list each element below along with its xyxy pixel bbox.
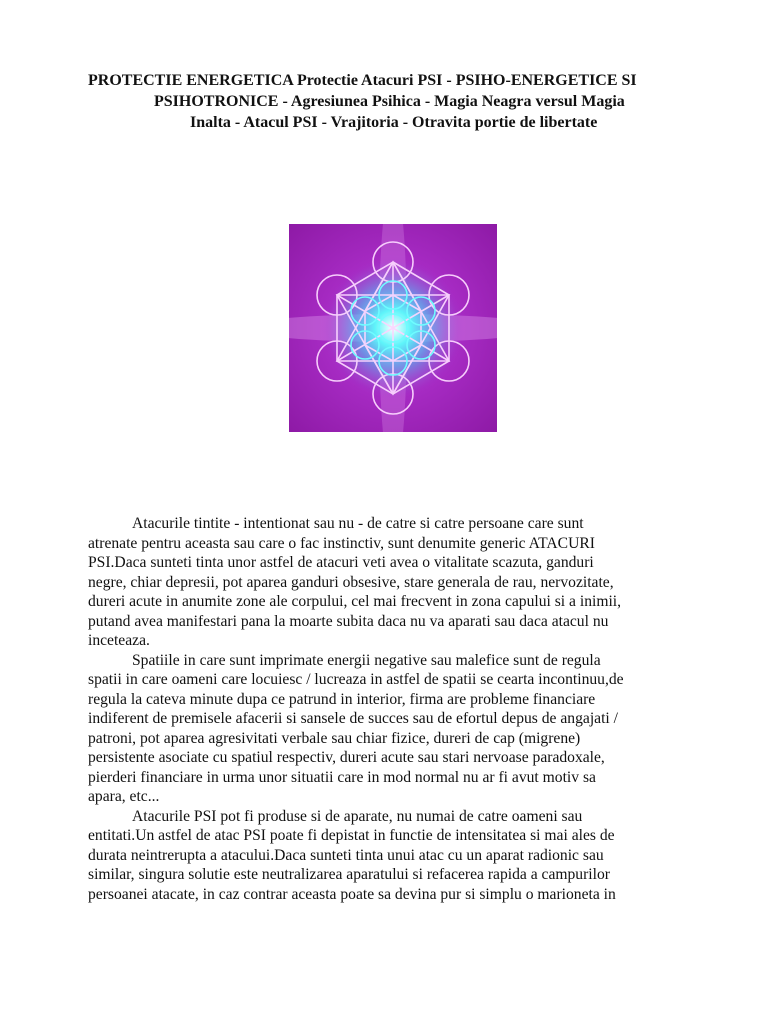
paragraph-line: apara, etc... <box>88 788 160 805</box>
paragraph-line: durata neintrerupta a atacului.Daca sunteti tinta unui atac cu un aparat radionic sau <box>88 846 604 864</box>
title-line-1-lead: PROTECTIE ENERGETICA <box>88 72 297 89</box>
metatron-cube-icon <box>289 224 497 432</box>
title-line-3: Inalta - Atacul PSI - Vrajitoria - Otravita portie de libertate <box>190 114 598 131</box>
paragraph-line: patroni, pot aparea agresivitati verbale sau chiar fizice, dureri de cap (migrene) <box>88 729 581 747</box>
paragraph-line: persoanei atacate, in caz contrar aceasta poate sa devina pur si simplu o marioneta in <box>88 885 616 903</box>
paragraph-line: pierderi financiare in urma unor situatii care in mod normal nu ar fi avut motiv sa <box>88 768 596 786</box>
paragraph-line: persistente asociate cu spatiul respectiv, dureri acute sau stari nervoase paradoxale, <box>88 749 605 766</box>
paragraph-line: atrenate pentru aceasta sau care o fac instinctiv, sunt denumite generic ATACURI <box>88 534 595 552</box>
paragraph-line: Atacurile tintite - intentionat sau nu - de catre si catre persoane care sunt <box>132 515 584 532</box>
paragraph-line: indiferent de premisele afacerii si sansele de succes sau de efortul depus de angajati / <box>88 710 618 727</box>
paragraph-line: regula la cateva minute dupa ce patrund in interior, firma are probleme financiare <box>88 690 596 708</box>
paragraph-line: Spatiile in care sunt imprimate energii negative sau malefice sunt de regula <box>132 651 601 669</box>
paragraph-line: negre, chiar depresii, pot aparea ganduri obsesive, stare generala de rau, nervozitate, <box>88 573 614 591</box>
paragraph <box>88 651 700 807</box>
paragraph-line: Atacurile PSI pot fi produse si de aparate, nu numai de catre oameni sau <box>132 807 583 825</box>
paragraph <box>88 514 700 651</box>
paragraph-line: PSI.Daca sunteti tinta unor astfel de atacuri veti avea o vitalitate scazuta, ganduri <box>88 554 594 571</box>
paragraph-line: dureri acute in anumite zone ale corpului, cel mai frecvent in zona capului si a inimii, <box>88 593 622 610</box>
paragraph-line: entitati.Un astfel de atac PSI poate fi depistat in functie de intensitatea si mai ales de <box>88 827 615 844</box>
title-line-2: PSIHOTRONICE - Agresiunea Psihica - Magia Neagra versul Magia <box>154 93 625 110</box>
document-title <box>88 70 728 133</box>
document-body <box>88 514 700 904</box>
paragraph-line: putand avea manifestari pana la moarte subita daca nu va aparati sau daca atacul nu <box>88 612 609 630</box>
paragraph-line: inceteaza. <box>88 632 150 649</box>
paragraph-line: spatii in care oameni care locuiesc / lucreaza in astfel de spatii se cearta incontinuu,de <box>88 671 624 688</box>
paragraph-line: similar, singura solutie este neutralizarea aparatului si refacerea rapida a campurilor <box>88 866 610 883</box>
title-line-1-rest: Protectie Atacuri PSI - PSIHO-ENERGETICE SI <box>296 72 637 89</box>
paragraph <box>88 807 700 905</box>
title-line-1 <box>88 70 728 91</box>
